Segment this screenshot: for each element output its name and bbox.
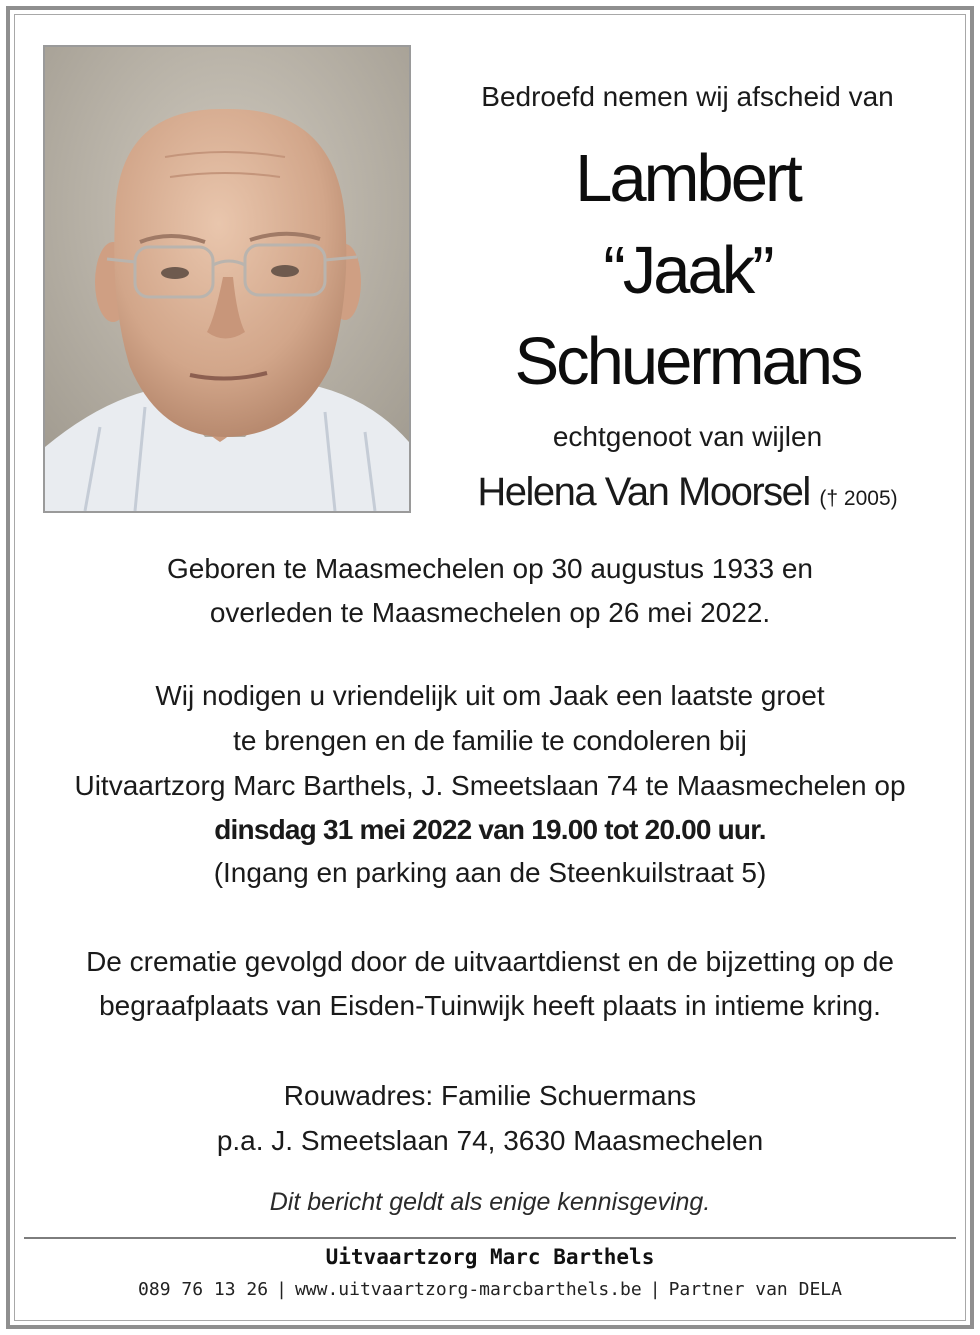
footer-contact (20, 1279, 960, 1300)
deceased-last-name: Schuermans (514, 324, 861, 399)
spouse-intro: echtgenoot van wijlen (552, 421, 823, 452)
deceased-first-name: Lambert (575, 141, 800, 216)
footer-company: Uitvaartzorg Marc Barthels (325, 1245, 655, 1269)
footer-separator: | (276, 1279, 287, 1300)
visitation-datetime: dinsdag 31 mei 2022 van 19.00 tot 20.00 uur. (214, 814, 766, 845)
invitation-line-2: te brengen en de familie te condoleren bij (233, 725, 747, 756)
died-line: overleden te Maasmechelen op 26 mei 2022. (209, 597, 771, 628)
cremation-line-1: De crematie gevolgd door de uitvaartdienst en de bijzetting op de (86, 946, 894, 977)
deceased-nickname: “Jaak” (603, 233, 772, 308)
notice-text: Dit bericht geldt als enige kennisgeving. (269, 1188, 711, 1216)
parking-note: (Ingang en parking aan de Steenkuilstraat 5) (213, 857, 767, 888)
footer-phone: 089 76 13 26 (138, 1279, 269, 1300)
spouse-name: Helena Van Moorsel (477, 470, 810, 514)
cremation-line-2: begraafplaats van Eisden-Tuinwijk heeft plaats in intieme kring. (99, 990, 881, 1021)
mourning-address-line-2: p.a. J. Smeetslaan 74, 3630 Maasmechelen (216, 1125, 764, 1156)
invitation-line-3: Uitvaartzorg Marc Barthels, J. Smeetslaan 74 te Maasmechelen op (74, 770, 906, 801)
footer-partner: Partner van DELA (668, 1279, 842, 1300)
spouse-death-year: († 2005) (819, 487, 898, 510)
footer-separator: | (649, 1279, 661, 1300)
born-line: Geboren te Maasmechelen op 30 augustus 1933 en (166, 553, 813, 584)
mourning-address-line-1: Rouwadres: Familie Schuermans (283, 1080, 697, 1111)
intro-text: Bedroefd nemen wij afscheid van (481, 81, 894, 112)
spouse-line (430, 470, 945, 515)
footer-website-link[interactable]: www.uitvaartzorg-marcbarthels.be (294, 1279, 642, 1300)
footer-divider (24, 1237, 956, 1239)
portrait-photo (43, 45, 411, 513)
invitation-line-1: Wij nodigen u vriendelijk uit om Jaak een laatste groet (155, 680, 825, 711)
